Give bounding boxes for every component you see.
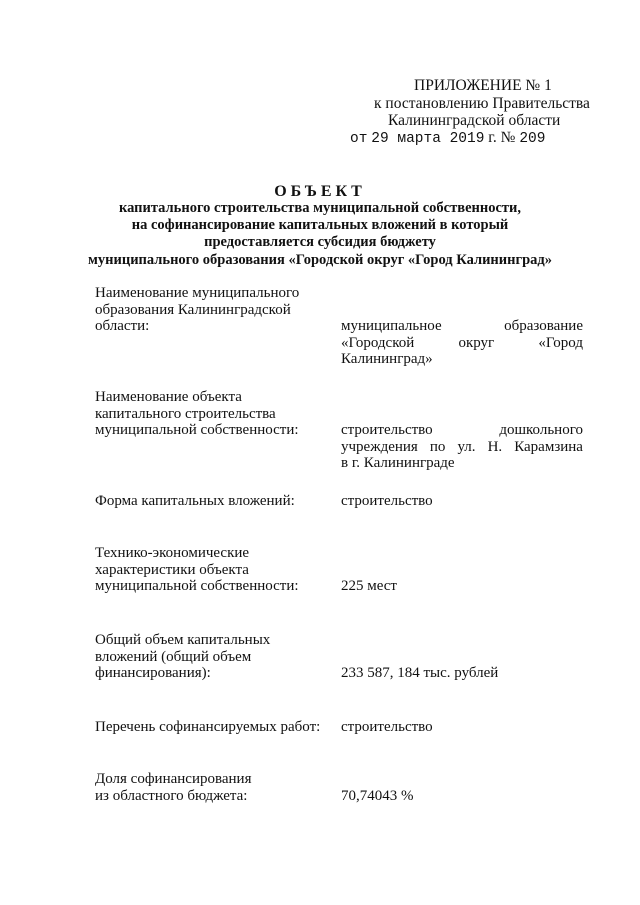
subtitle-line-1: капитального строительства муниципальной собственности,	[118, 200, 522, 216]
cofinanced-works-label	[95, 719, 335, 736]
value-word: учреждения	[341, 438, 418, 455]
value-word: Карамзина	[514, 438, 583, 455]
value-word: дошкольного	[499, 422, 583, 438]
label-line: области:	[95, 318, 150, 334]
investment-form-label	[95, 493, 335, 510]
cofinancing-share-value: 70,74043 %	[341, 788, 414, 804]
value-line	[341, 335, 583, 352]
value-line	[341, 351, 583, 368]
document-title: ОБЪЕКТ	[274, 183, 366, 200]
value-line	[341, 422, 583, 439]
appendix-date-line	[350, 129, 545, 147]
value-word: муниципальное	[341, 318, 442, 334]
value-line	[341, 439, 583, 456]
label-line: Доля софинансирования	[95, 771, 252, 787]
cofinanced-works-value: строительство	[341, 719, 433, 735]
total-investment-label	[95, 632, 335, 682]
investment-form-value: строительство	[341, 493, 433, 509]
resolution-date: 29 марта 2019	[371, 131, 485, 147]
date-prefix: от	[350, 131, 368, 147]
label-line: вложений (общий объем	[95, 648, 252, 665]
label-line: Наименование муниципального	[95, 285, 300, 301]
label-line: финансирования):	[95, 665, 211, 681]
value-word: «Городской	[341, 334, 415, 351]
municipality-label	[95, 285, 335, 335]
label-line: из областного бюджета:	[95, 787, 248, 804]
value-word: в г. Калининграде	[341, 455, 455, 471]
value-word: ул.	[457, 438, 476, 455]
label-line: муниципальной собственности:	[95, 578, 299, 594]
label-line: Форма капитальных вложений:	[95, 493, 295, 509]
appendix-title: ПРИЛОЖЕНИЕ № 1	[414, 77, 552, 94]
subtitle-line-3: предоставляется субсидия бюджету	[204, 234, 436, 250]
appendix-resolution-line: к постановлению Правительства	[374, 95, 590, 112]
cofinancing-share-label	[95, 771, 335, 804]
value-word: округ	[458, 334, 495, 351]
municipality-value	[341, 318, 583, 368]
value-word: строительство	[341, 422, 433, 438]
value-word: Калининград»	[341, 351, 433, 367]
object-name-label	[95, 389, 335, 439]
date-mid: г. №	[488, 129, 516, 146]
subtitle-line-4: муниципального образования «Городской округ «Город Калининград»	[88, 252, 552, 268]
resolution-number: 209	[519, 131, 546, 147]
label-line: Перечень софинансируемых работ:	[95, 719, 321, 735]
label-line: Технико-экономические	[95, 545, 250, 561]
subtitle-line-2: на софинансирование капитальных вложений в который	[131, 217, 509, 233]
appendix-region-line: Калининградской области	[388, 112, 561, 129]
tech-characteristics-label	[95, 545, 335, 595]
label-line: Наименование объекта	[95, 389, 242, 405]
value-word: образование	[504, 318, 583, 334]
value-word: «Город	[538, 334, 583, 351]
label-line: Общий объем капитальных	[95, 632, 271, 648]
label-line: образования Калининградской	[95, 301, 291, 318]
label-line: характеристики объекта	[95, 561, 249, 578]
label-line: капитального строительства	[95, 405, 276, 422]
object-name-value	[341, 422, 583, 472]
label-line: муниципальной собственности:	[95, 422, 299, 438]
total-investment-value: 233 587, 184 тыс. рублей	[341, 665, 499, 681]
value-line	[341, 455, 583, 472]
tech-characteristics-value: 225 мест	[341, 578, 397, 594]
value-word: по	[429, 438, 446, 455]
value-line	[341, 318, 583, 335]
value-word: Н.	[487, 438, 503, 455]
